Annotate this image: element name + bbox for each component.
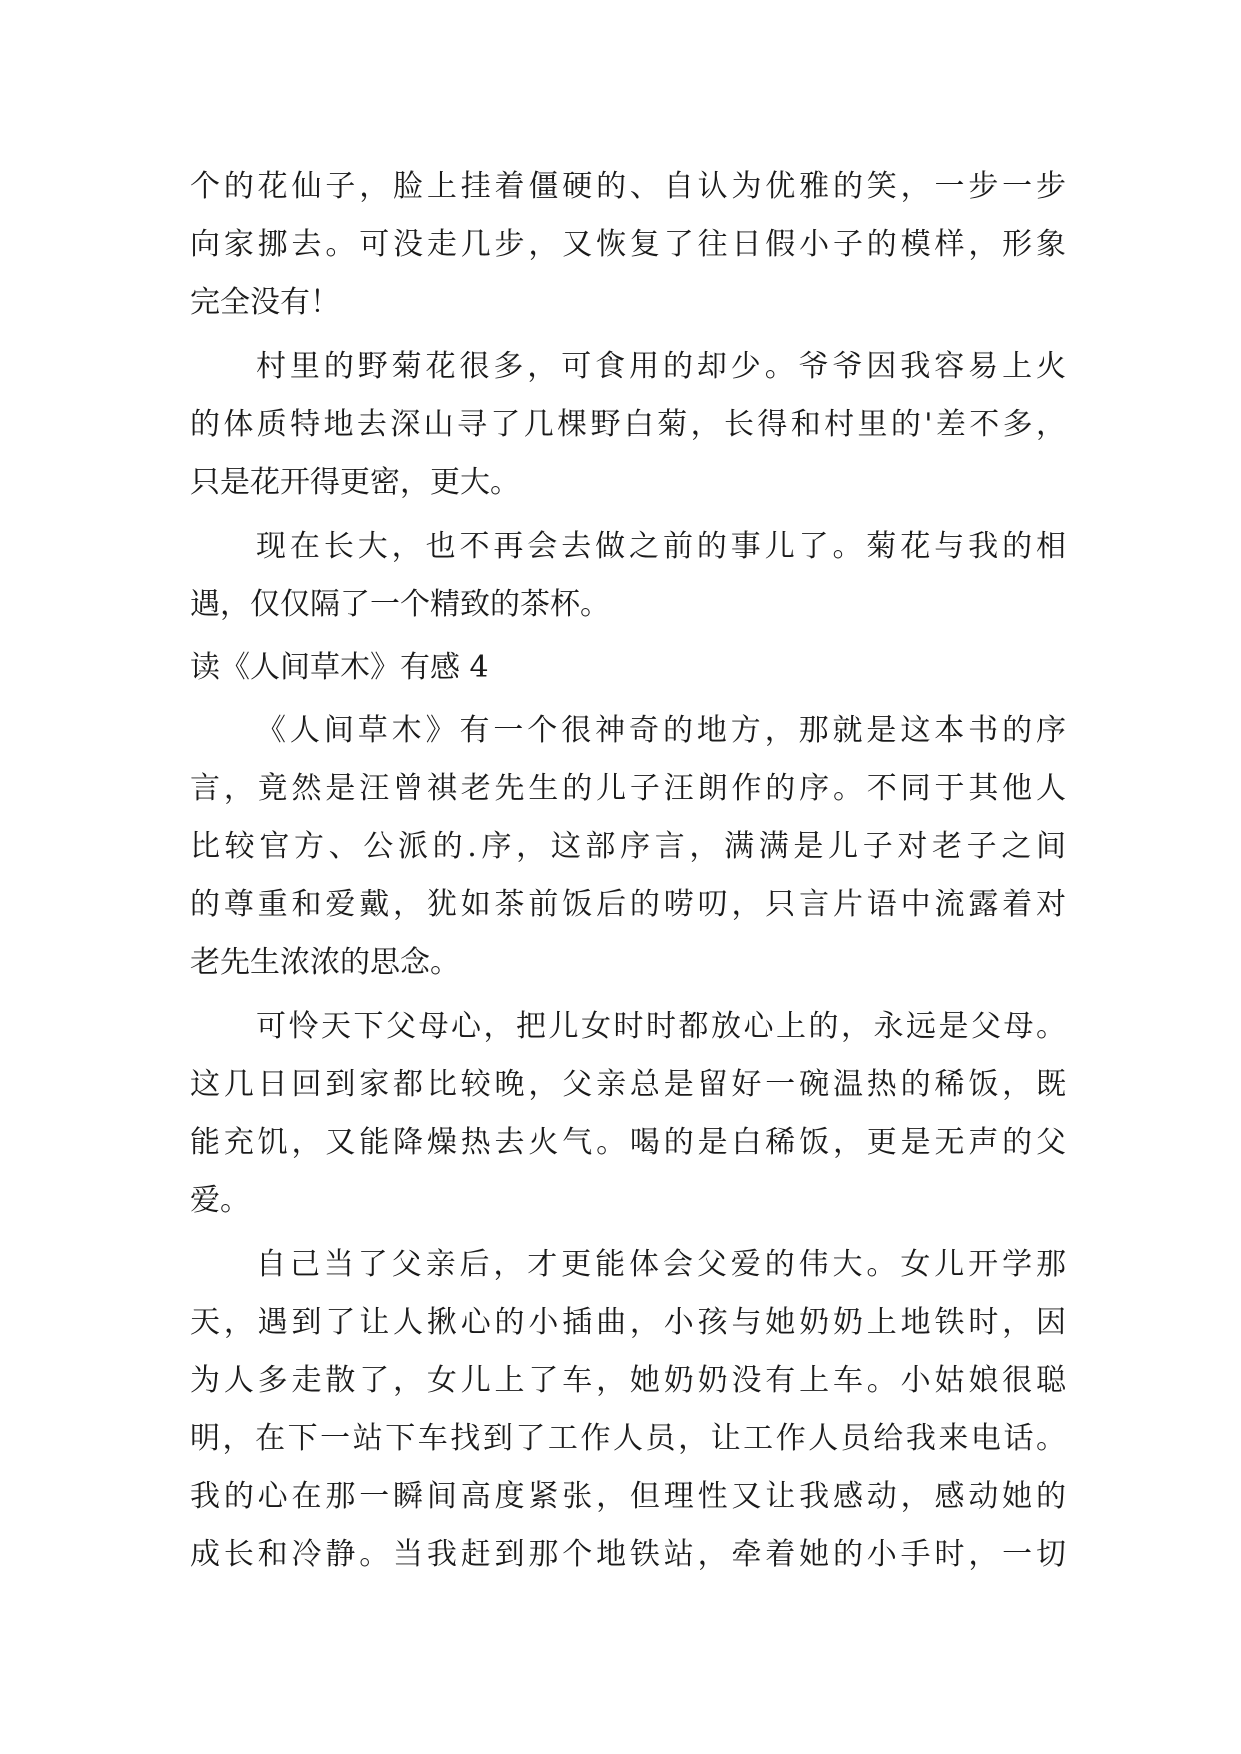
text-line: 老先生浓浓的思念。 [190,945,460,980]
text-line: 明，在下一站下车找到了工作人员，让工作人员给我来电话。 [190,1421,1066,1456]
text-line: 《人间草木》有一个很神奇的地方，那就是这本书的序 [256,713,1066,748]
text-line: 这几日回到家都比较晚，父亲总是留好一碗温热的稀饭，既 [190,1067,1066,1102]
text-line: 遇，仅仅隔了一个精致的茶杯。 [190,587,610,622]
paragraph [190,702,1066,992]
text-line: 比较官方、公派的.序，这部序言，满满是儿子对老子之间 [190,829,1066,864]
section-heading: 读《人间草木》有感 4 [190,650,489,685]
text-line: 为人多走散了，女儿上了车，她奶奶没有上车。小姑娘很聪 [190,1363,1066,1398]
document-body [190,158,1066,1584]
paragraph [190,998,1066,1230]
text-line: 的尊重和爱戴，犹如茶前饭后的唠叨，只言片语中流露着对 [190,887,1066,922]
text-line: 言，竟然是汪曾祺老先生的儿子汪朗作的序。不同于其他人 [190,771,1066,806]
text-line: 自己当了父亲后，才更能体会父爱的伟大。女儿开学那 [256,1247,1066,1282]
text-line: 天，遇到了让人揪心的小插曲，小孩与她奶奶上地铁时，因 [190,1305,1066,1340]
text-line: 成长和冷静。当我赶到那个地铁站，牵着她的小手时，一切 [190,1537,1066,1572]
text-line: 能充饥，又能降燥热去火气。喝的是白稀饭，更是无声的父 [190,1125,1066,1160]
text-line: 现在长大，也不再会去做之前的事儿了。菊花与我的相 [256,529,1066,564]
text-line: 我的心在那一瞬间高度紧张，但理性又让我感动，感动她的 [190,1479,1066,1514]
text-line: 可怜天下父母心，把儿女时时都放心上的，永远是父母。 [256,1009,1066,1044]
paragraph [190,338,1066,512]
text-line: 爱。 [190,1183,250,1218]
paragraph [190,518,1066,634]
text-line: 完全没有！ [190,285,340,320]
text-line: 村里的野菊花很多，可食用的却少。爷爷因我容易上火 [256,349,1066,384]
text-line: 向家挪去。可没走几步，又恢复了往日假小子的模样，形象 [190,227,1066,262]
text-line: 的体质特地去深山寻了几棵野白菊，长得和村里的'差不多， [190,407,1066,442]
paragraph [190,1236,1066,1584]
text-line: 只是花开得更密，更大。 [190,465,520,500]
text-line: 个的花仙子，脸上挂着僵硬的、自认为优雅的笑，一步一步 [190,169,1066,204]
paragraph [190,158,1066,332]
